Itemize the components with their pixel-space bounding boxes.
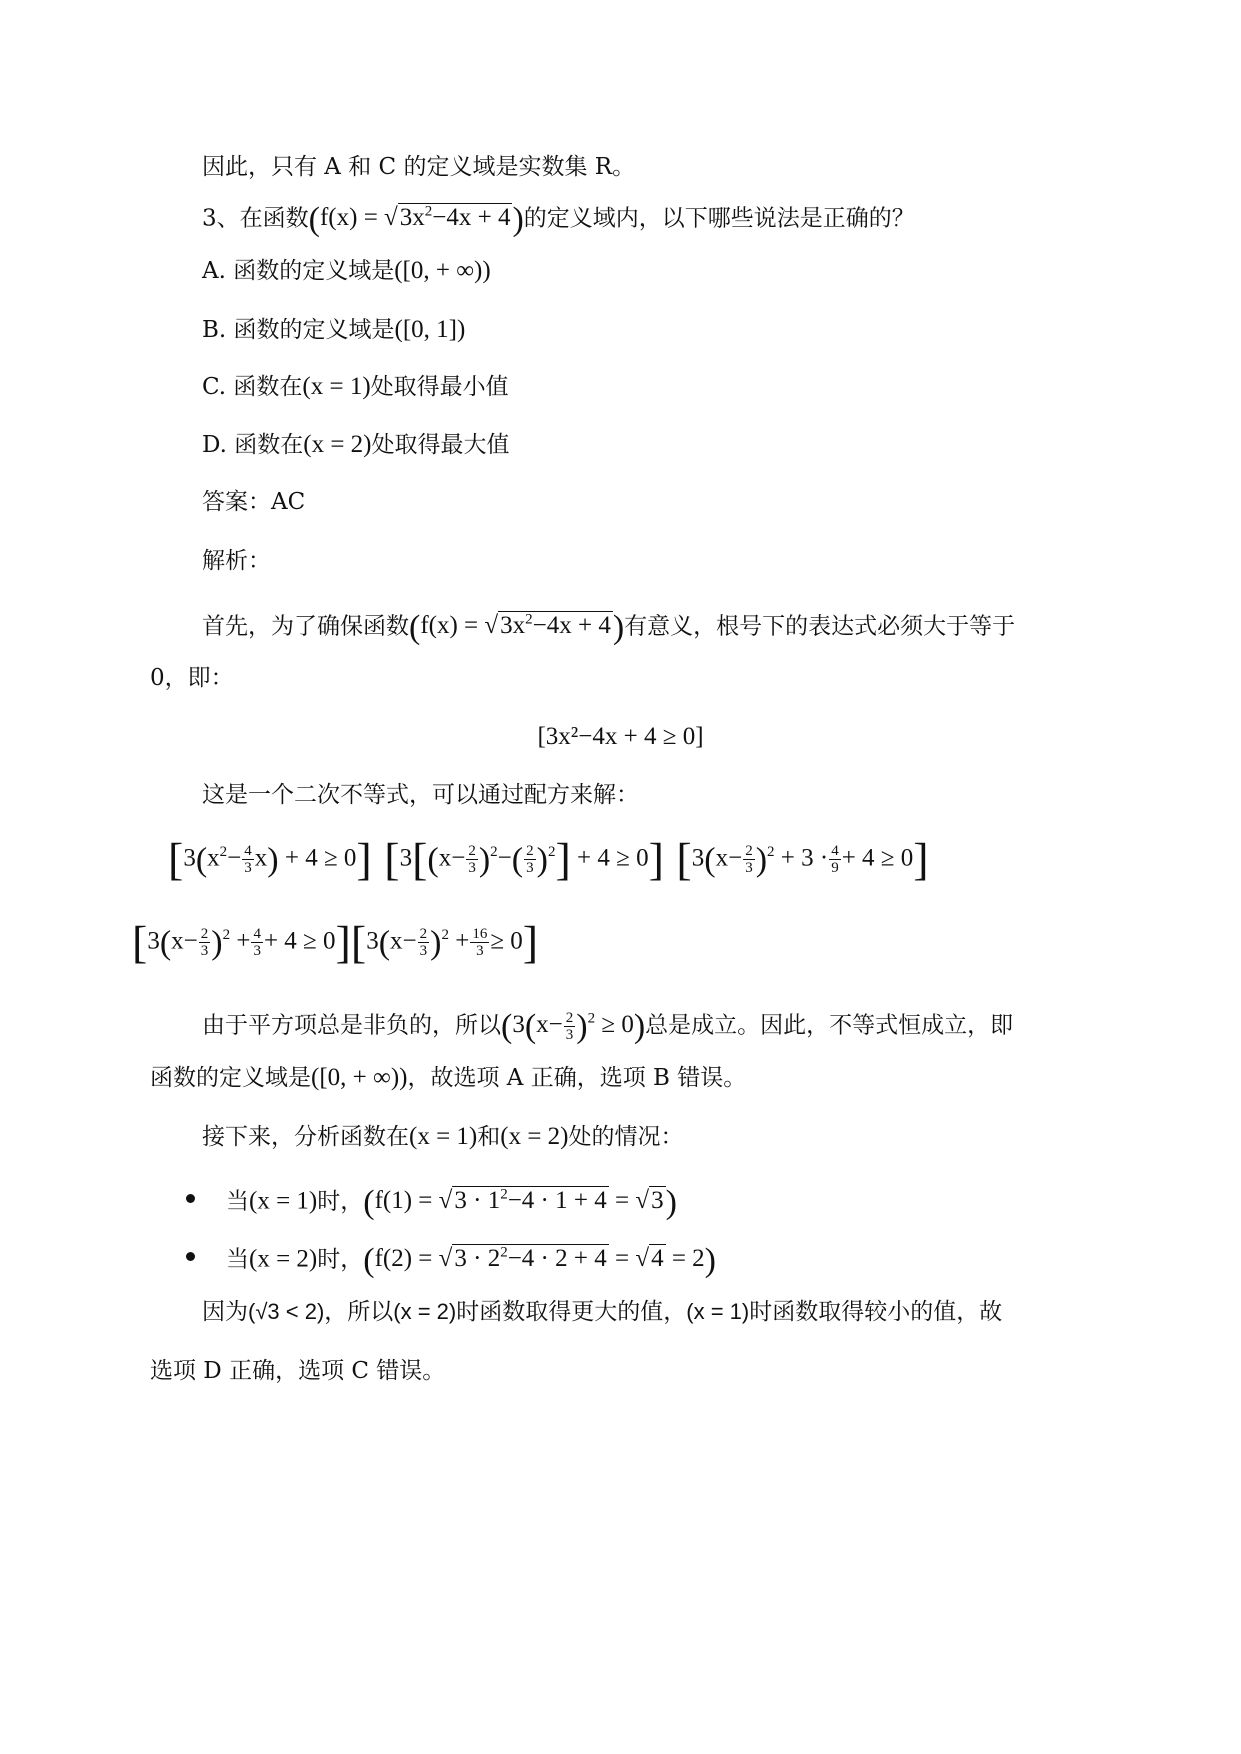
inequality: [3x²−4x + 4 ≥ 0] (537, 723, 704, 750)
question-3: 3、在函数$(f(x) = √3x^2-4x + 4)$的定义域内，以下哪些说法是正确的？ (202, 201, 915, 239)
answer: 答案：AC (202, 489, 306, 515)
option-d: D. 函数在(x = 2)处取得最大值 (202, 431, 510, 458)
bullet-x1: 当(x = 1)时，$(f(1) = √3 \cdot 1^2-4 \cdot 1 + 4 = √3)$ (226, 1184, 677, 1222)
bullet-icon (186, 1252, 195, 1261)
derivation-row-2: [3(x− $\frac{2}{3}$ )$^2$ + $\frac{4}{3}$ + 4 ≥ 0][3(x− $\frac{2}{3}$ )$^2$ + $\frac{16}{3}$ ≥ 0] (132, 916, 539, 968)
option-c: C. 函数在(x = 1)处取得最小值 (202, 373, 509, 400)
paragraph-nonnegative-cont: 函数的定义域是([0, + ∞))，故选项 A 正确，选项 B 错误。 (150, 1064, 747, 1091)
paragraph-comparison-cont: 选项 D 正确，选项 C 错误。 (150, 1358, 446, 1384)
paragraph-conclusion: 因此，只有 A 和 C 的定义域是实数集 R。 (202, 154, 636, 180)
option-a: A. 函数的定义域是([0, + ∞)) (202, 257, 491, 284)
paragraph-nonnegative: 由于平方项总是非负的，所以(3(x− $\frac{2}{3}$ )$^2$ ≥ 0)总是成立。因此，不等式恒成立，即 (202, 1008, 1014, 1046)
option-b: B. 函数的定义域是([0, 1]) (202, 316, 466, 343)
paragraph-domain: 首先，为了确保函数$(f(x) = √3x^2-4x + 4)$有意义，根号下的表达式必须大于等于 (202, 609, 1016, 647)
function-formula: $(f(x) = √3x^2-4x + 4)$ (409, 609, 625, 647)
function-formula: $(f(x) = √3x^2-4x + 4)$ (308, 201, 524, 239)
paragraph-comparison: 因为(√3 < 2)，所以(x = 2)时函数取得更大的值，(x = 1)时函数取得较小的值，故 (202, 1299, 1003, 1325)
paragraph-domain-cont: 0，即： (150, 665, 234, 691)
derivation-row-1: [$3(x^2-$ $\frac{4}{3}$ x) + 4 ≥ 0] [3[(x− $\frac{2}{3}$ )$^2$−( $\frac{2}{3}$ )$^2$] + 4 ≥ 0] [3(x− $\frac{2}{3}$ )$^2$ + 3 · $\frac{4}{9}$ + 4 ≥ 0] (168, 833, 929, 885)
analysis-heading: 解析： (202, 548, 271, 574)
bullet-icon (186, 1194, 195, 1203)
bullet-x2: 当(x = 2)时，$(f(2) = √3 \cdot 2^2-4 \cdot 2 + 4 = √4 = 2)$ (226, 1242, 716, 1280)
paragraph-completing-square: 这是一个二次不等式，可以通过配方来解： (202, 782, 639, 808)
paragraph-analysis-points: 接下来，分析函数在(x = 1)和(x = 2)处的情况： (202, 1123, 684, 1150)
